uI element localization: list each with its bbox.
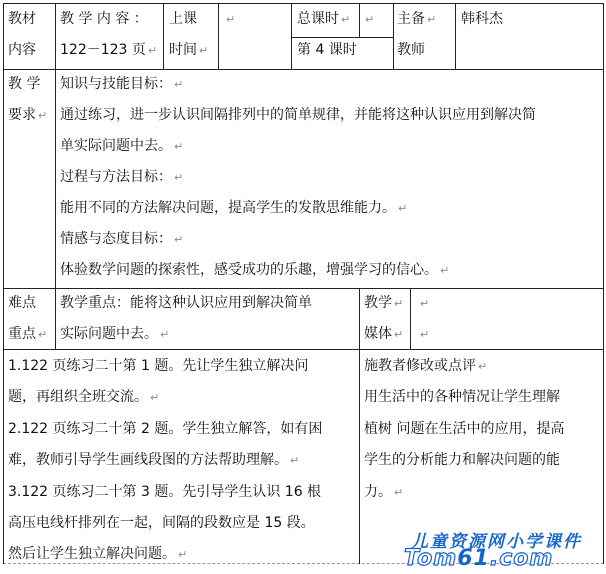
teacher-notes-line: 植树 问题在生活中的应用，提高 [364,421,565,437]
return-mark-icon: ↵ [440,264,450,277]
return-mark-icon: ↵ [341,13,351,26]
col-divider-media-value [410,288,411,349]
media-label-line-2: 媒体 [364,326,392,342]
return-mark-icon: ↵ [478,360,488,373]
preparer-label-line-1: 主备 [397,11,425,27]
table-border-right [603,3,604,564]
total-periods-value [363,11,389,33]
teacher-notes-line: 用生活中的各种情况让学生理解 [364,389,560,405]
key-points-label-line-2: 重点 [8,326,36,342]
table-border-top [3,3,604,4]
teacher-notes-line: 力。 [364,484,392,500]
class-time-label [169,11,219,66]
return-mark-icon: ↵ [174,233,184,246]
process-step-line: 3.122 页练习二十第 3 题。先引导学生认识 16 根 [8,484,322,500]
class-time-value [224,11,284,66]
class-time-label-line-2: 时间 [169,42,197,58]
return-mark-icon: ↵ [174,171,184,184]
requirements-line: 能用不同的方法解决问题，提高学生的发散思维能力。 [60,200,396,216]
teacher-notes-line: 施教者修改或点评 [364,358,476,374]
process-step-line: 题，再组织全班交流。 [8,389,148,405]
media-value [418,295,598,345]
table-border-left [3,3,4,564]
watermark-logo-part: .com [489,546,554,571]
period-number-text: 第 4 课时 [297,42,357,58]
row-divider-requirements [3,288,604,289]
key-points-line: 教学重点：能将这种认识应用到解决简单 [60,295,312,311]
return-mark-icon: ↵ [174,78,184,91]
teacher-notes-line: 学生的分析能力和解决问题的能 [364,452,560,468]
return-mark-icon: ↵ [365,13,375,26]
process-step-line: 2.122 页练习二十第 2 题。学生独立解答，如有困 [8,421,323,437]
preparer-label [397,11,451,66]
requirements-line: 过程与方法目标： [60,169,172,185]
watermark-site-name: 儿童资源网小学课件 [411,532,582,552]
process-step-line: 难，教师引导学生画线段图的方法帮助理解。 [8,452,288,468]
return-mark-icon: ↵ [394,328,404,341]
requirements-line: 知识与技能目标： [60,76,172,92]
media-label [364,295,408,345]
requirements-label-line-1: 教 学 [8,76,41,92]
material-label [8,11,54,66]
teaching-content-pages: 122－123 页 [60,42,146,58]
col-divider-class-time [218,3,219,69]
teaching-content [60,11,160,66]
period-number [297,42,389,64]
col-divider-label [55,3,56,349]
requirements-line: 通过练习，进一步认识间隔排列中的简单规律，并能将这种认识应用到解决简 [60,107,536,123]
preparer-name-text: 韩科杰 [461,11,503,27]
watermark-logo-part: 61 [457,546,490,571]
preparer-name [461,11,601,33]
requirements-line: 情感与态度目标： [60,231,172,247]
process-step-line: 然后让学生独立解决问题。 [8,546,176,562]
return-mark-icon: ↵ [178,548,188,561]
media-label-line-1: 教学 [364,295,392,311]
watermark-logo [404,546,606,572]
material-label-line-2: 内容 [8,42,36,58]
requirements-line: 体验数学问题的探索性，感受成功的乐趣，增强学习的信心。 [60,262,438,278]
key-points-label-line-1: 难点 [8,295,36,311]
return-mark-icon: ↵ [199,44,209,57]
teacher-notes [364,358,604,508]
col-divider-preparer-name [455,3,456,69]
process-step-line: 高压电线杆排列在一起，间隔的段数应是 15 段。 [8,515,315,531]
return-mark-icon: ↵ [394,297,404,310]
total-periods-label [297,11,357,33]
row-divider-header [3,69,604,70]
key-points-line: 实际问题中去。 [60,326,158,342]
row-divider-key-points [3,349,604,350]
class-time-label-line-1: 上课 [169,11,197,27]
return-mark-icon: ↵ [290,454,300,467]
key-points-label [8,295,54,345]
return-mark-icon: ↵ [150,391,160,404]
requirements-content [60,76,604,282]
return-mark-icon: ↵ [226,13,236,26]
col-divider-total [291,3,292,69]
return-mark-icon: ↵ [420,297,430,310]
key-points-content [60,295,356,345]
process-steps [8,358,356,568]
return-mark-icon: ↵ [427,13,437,26]
requirements-label-line-2: 要求 [8,107,36,123]
col-divider-total-value [359,3,360,37]
col-divider-preparer [393,3,394,69]
return-mark-icon: ↵ [420,328,430,341]
requirements-line: 单实际问题中去。 [60,138,172,154]
col-divider-content [163,3,164,69]
col-divider-media [359,288,360,564]
watermark-logo-part: Tom [404,546,458,571]
return-mark-icon: ↵ [38,109,48,122]
total-periods-label-text: 总课时 [297,11,339,27]
requirements-label [8,76,54,126]
return-mark-icon: ↵ [174,140,184,153]
preparer-label-line-2: 教师 [397,42,425,58]
return-mark-icon: ↵ [147,44,158,57]
process-step-line: 1.122 页练习二十第 1 题。先让学生独立解决问 [8,358,309,374]
return-mark-icon: ↵ [160,328,170,341]
material-label-line-1: 教材 [8,11,36,27]
row-divider-period [291,37,394,38]
return-mark-icon: ↵ [398,202,408,215]
return-mark-icon: ↵ [394,486,404,499]
return-mark-icon: ↵ [38,328,48,341]
teaching-content-label: 教 学 内 容 ： [60,11,148,27]
